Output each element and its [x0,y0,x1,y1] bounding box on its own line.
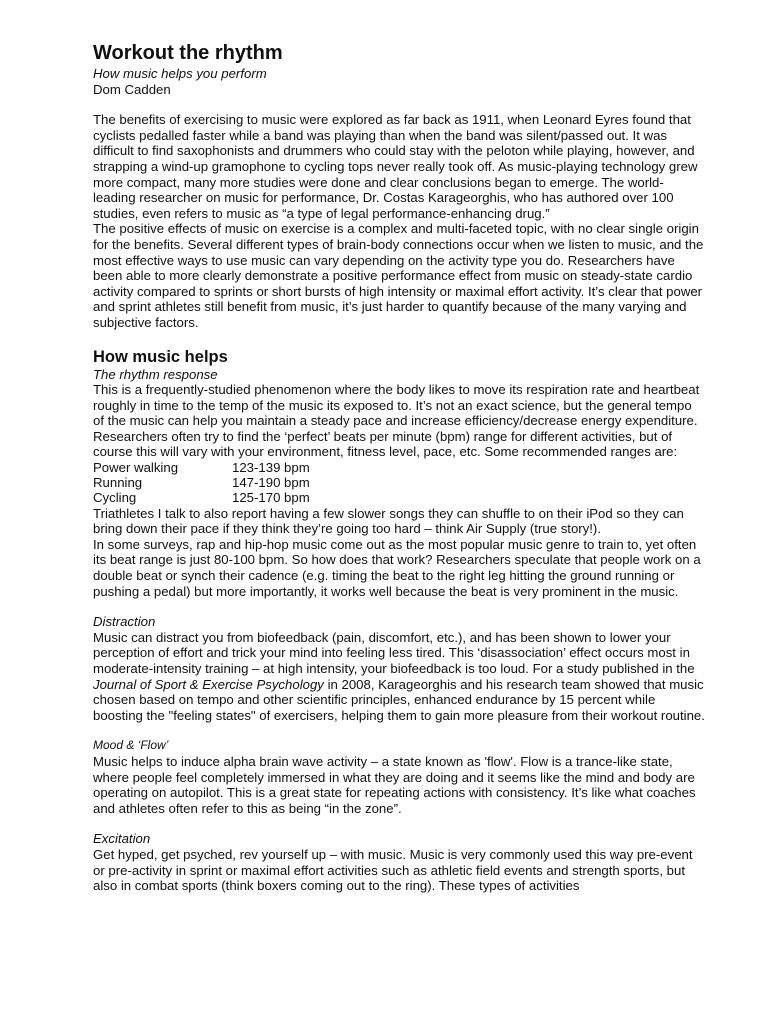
bpm-row [93,490,310,505]
document-author: Dom Cadden [93,81,171,97]
excitation-paragraph: Get hyped, get psyched, rev yourself up – with music. Music is very commonly used this way pre-event or pre-activity in sprint or maximal effort activities such as athletic field events and strength sports, but also in combat sports (think boxers coming out to the ring). These types of activities [93,846,693,894]
distraction-text-before: Music can distract you from biofeedback (pain, discomfort, etc.), and has been shown to lower your perception of effort and trick your mind into feeling less tired. This ‘disassociation’ effect occurs most in moderate-intensity training – at high intensity, your biofeedback is too loud. For a study published in the [93,629,695,677]
document-title: Workout the rhythm [93,42,283,64]
bpm-activity: Power walking [93,460,179,476]
section-heading-how-music-helps: How music helps [93,347,228,366]
bpm-activity: Cycling [93,490,137,506]
bpm-row [93,460,310,475]
intro-paragraph-2: The positive effects of music on exercise is a complex and multi-faceted topic, with no clear single origin for the benefits. Several different types of brain-body connections occur when we listen to music, and the most effective ways to use music can vary depending on the activity type you do. Researchers have been able to more clearly demonstrate a positive performance effect from music on steady-state cardio activity compared to sprints or short bursts of high intensity or maximal effort activity. It’s clear that power and sprint athletes still benefit from music, it’s just harder to quantify because of the many varying and subjective factors. [93,221,704,330]
subheading-excitation: Excitation [93,831,151,847]
hip-hop-paragraph: In some surveys, rap and hip-hop music come out as the most popular music genre to train to, yet often its beat range is just 80-100 bpm. So how does that work? Researchers speculate that people work on a double beat or synch their cadence (e.g. timing the beat to the right leg hitting the ground running or pushing a pedal) but more importantly, it works well because the beat is very prominent in the music. [93,536,701,599]
subheading-rhythm-response: The rhythm response [93,366,218,382]
bpm-row [93,475,310,490]
distraction-paragraph [93,630,705,724]
flow-paragraph: Music helps to induce alpha brain wave activity – a state known as 'flow'. Flow is a trance-like state, where people feel completely immersed in what they are doing and it seems like the mind and body are operating on autopilot. This is a great state for repeating actions with consistency. It’s like what coaches and athletes often refer to this as being “in the zone”. [93,753,696,816]
bpm-value: 147-190 bpm [232,475,310,491]
bpm-activity: Running [93,475,143,491]
bpm-value: 125-170 bpm [232,490,310,506]
document-page [93,40,705,894]
subheading-distraction: Distraction [93,614,156,630]
journal-title: Journal of Sport & Exercise Psychology [93,676,324,692]
subheading-mood-flow: Mood & ‘Flow’ [93,738,169,753]
document-subtitle: How music helps you perform [93,66,267,81]
bpm-ranges-table [93,460,310,506]
bpm-value: 123-139 bpm [232,460,310,476]
intro-paragraph-1: The benefits of exercising to music were explored as far back as 1911, when Leonard Eyres found that cyclists pedalled faster while a band was playing than when the band was silent/passed out. It was difficult to find saxophonists and drummers who could stay with the peloton while playing, however, and strapping a wind-up gramophone to cycling tops never really took off. As music-playing technology grew more compact, many more studies were done and clear conclusions began to emerge. The world-leading researcher on music for performance, Dr. Costas Karageorghis, who has authored over 100 studies, even refers to music as “a type of legal performance-enhancing drug.” [93,112,698,221]
distraction-text-after: in 2008, Karageorghis and his research team showed that music chosen based on tempo and other scientific principles, enhanced endurance by 15 percent while boosting the "feeling states" of exercisers, helping them to gain more pleasure from their workout routine. [93,676,705,723]
triathletes-paragraph: Triathletes I talk to also report having a few slower songs they can shuffle to on their iPod so they can bring down their pace if they think they’re going too hard – think Air Supply (true story!). [93,505,684,537]
rhythm-paragraph: This is a frequently-studied phenomenon where the body likes to move its respiration rate and heartbeat roughly in time to the temp of the music its exposed to. It’s not an exact science, but the general tempo of the music can help you maintain a steady pace and increase efficiency/decrease energy expenditure. Researchers often try to find the ‘perfect’ beats per minute (bpm) range for different activities, but of course this will vary with your environment, fitness level, pace, etc. Some recommended ranges are: [93,382,700,460]
